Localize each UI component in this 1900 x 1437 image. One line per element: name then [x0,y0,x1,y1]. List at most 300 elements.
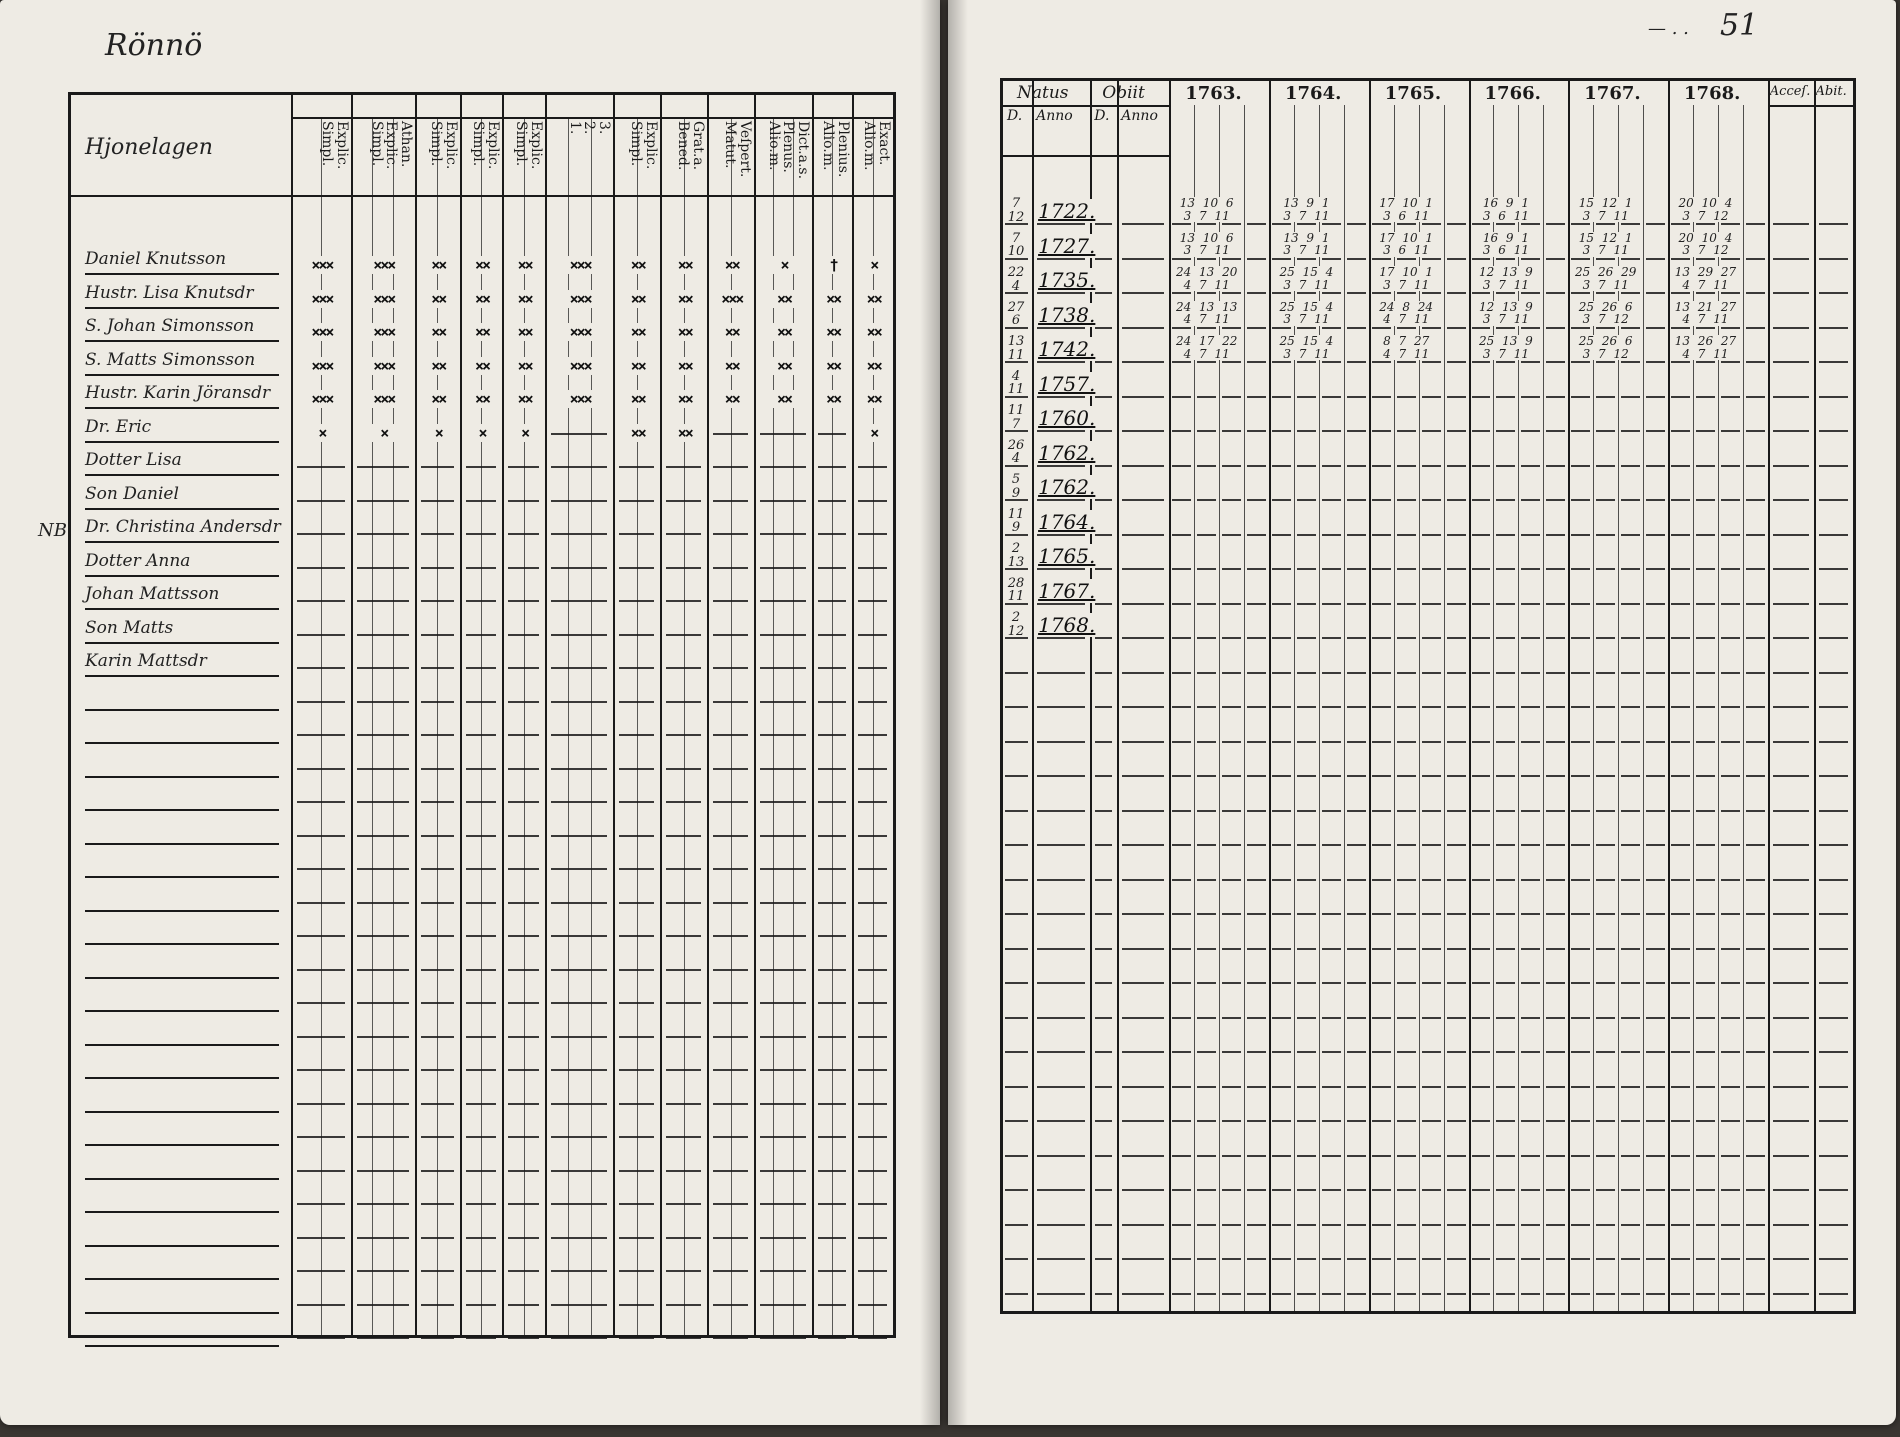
cell-dash [1472,879,1491,881]
cell-dash [1322,741,1341,743]
cell-dash [1472,1051,1491,1053]
cell-dash [760,466,806,468]
name-rule [85,1077,279,1079]
cell-dash [421,567,454,569]
birth-year: 1768. [1038,613,1096,637]
cell-dash [1095,327,1112,329]
cell-dash [1773,1224,1809,1226]
cell-dash [1422,637,1441,639]
exam-mark: ×× [856,357,891,375]
cell-dash [1447,1120,1466,1122]
cell-dash [1496,879,1515,881]
cell-dash [1621,430,1640,432]
cell-dash [1773,534,1809,536]
cell-dash [1671,1086,1690,1088]
cell-dash [1819,499,1848,501]
cell-dash [1197,603,1216,605]
cell-dash [1819,1086,1848,1088]
cell-dash [619,533,654,535]
name-rule [85,508,279,510]
year-header: 1767. [1584,83,1641,104]
cell-dash [1172,1017,1191,1019]
cell-dash [1696,327,1715,329]
cell-dash [1247,396,1266,398]
cell-dash [421,734,454,736]
cell-dash [1197,637,1216,639]
cell-dash [1297,913,1316,915]
cell-dash [508,1270,539,1272]
cell-dash [713,433,748,435]
cell-dash [1646,258,1665,260]
cell-dash [858,1304,887,1306]
cell-dash [858,533,887,535]
cell-dash [1773,603,1809,605]
cell-dash [508,533,539,535]
cell-dash [1571,637,1590,639]
cell-dash [421,1304,454,1306]
cell-dash [421,1103,454,1105]
cell-dash [1646,361,1665,363]
cell-dash [1721,741,1740,743]
cell-dash [1172,1293,1191,1295]
cell-dash [1819,1017,1848,1019]
cell-dash [1322,568,1341,570]
cell-dash [1272,1189,1291,1191]
cell-dash [357,1036,409,1038]
cell-dash [508,935,539,937]
cell-dash [1819,741,1848,743]
name-rule [85,575,279,577]
cell-dash [1297,499,1316,501]
cell-dash [1819,361,1848,363]
cell-dash [1297,396,1316,398]
header-bottom-rule [71,195,893,197]
household-member-name: Hustr. Karin Jöransdr [85,383,271,403]
cell-dash [1272,1293,1291,1295]
cell-dash [666,734,701,736]
cell-dash [1819,1120,1848,1122]
cell-dash [1721,1120,1740,1122]
cell-dash [1397,672,1416,674]
exam-mark: ×× [664,323,705,341]
cell-dash [1596,1258,1615,1260]
cell-dash [1297,706,1316,708]
cell-dash [1447,396,1466,398]
cell-dash [666,533,701,535]
cell-dash [1247,568,1266,570]
cell-dash [1746,810,1765,812]
cell-dash [1646,810,1665,812]
cell-dash [1671,396,1690,398]
cell-dash [1571,258,1590,260]
cell-dash [1621,1189,1640,1191]
cell-dash [818,1270,847,1272]
cell-dash [1521,879,1540,881]
cell-dash [1222,879,1241,881]
cell-dash [1447,258,1466,260]
cell-dash [1347,879,1366,881]
cell-dash [713,1002,748,1004]
cell-dash [1272,534,1291,536]
year-sub-divider [1244,105,1245,1311]
cell-dash [421,1002,454,1004]
cell-dash [1322,1155,1341,1157]
cell-dash [1297,775,1316,777]
cell-dash [1197,1293,1216,1295]
cell-dash [1819,844,1848,846]
cell-dash [357,466,409,468]
cell-dash [1247,499,1266,501]
cell-dash [551,1337,607,1339]
cell-dash [858,1136,887,1138]
cell-dash [818,935,847,937]
cell-dash [1596,430,1615,432]
cell-dash [1222,1189,1241,1191]
cell-dash [1696,396,1715,398]
cell-dash [508,634,539,636]
cell-dash [713,1103,748,1105]
cell-dash [1422,810,1441,812]
cell-dash [1222,1155,1241,1157]
cell-dash [357,1203,409,1205]
subject-subheader: Explic. Simpl. [319,121,350,170]
cell-dash [1005,741,1028,743]
year-header: 1766. [1484,83,1541,104]
cell-dash [1197,1017,1216,1019]
cell-dash [1372,1224,1391,1226]
cell-dash [421,1270,454,1272]
cell-dash [666,466,701,468]
cell-dash [1521,1051,1540,1053]
cell-dash [1272,913,1291,915]
cell-dash [1122,879,1164,881]
cell-dash [1746,292,1765,294]
cell-dash [1372,1017,1391,1019]
cell-dash [1773,844,1809,846]
exam-score: 17 10 1 3 6 11 [1371,197,1442,222]
column-divider [545,95,547,1335]
cell-dash [1696,499,1715,501]
cell-dash [713,466,748,468]
cell-dash [619,902,654,904]
cell-dash [1621,603,1640,605]
cell-dash [1422,396,1441,398]
cell-dash [666,1203,701,1205]
cell-dash [1773,810,1809,812]
cell-dash [1422,258,1441,260]
cell-dash [1095,292,1112,294]
cell-dash [1696,672,1715,674]
cell-dash [1422,706,1441,708]
cell-dash [297,533,345,535]
name-rule [85,709,279,711]
birth-year: 1742. [1038,337,1096,361]
exam-score: 25 26 29 3 7 11 [1570,266,1641,291]
cell-dash [1037,1189,1085,1191]
cell-dash [1546,706,1565,708]
cell-dash [1746,1293,1765,1295]
cell-dash [1472,1155,1491,1157]
cell-dash [1472,913,1491,915]
column-divider [707,95,709,1335]
cell-dash [1322,810,1341,812]
cell-dash [1172,1224,1191,1226]
cell-dash [1397,1224,1416,1226]
cell-dash [1272,430,1291,432]
cell-dash [297,1002,345,1004]
cell-dash [1671,361,1690,363]
cell-dash [508,1170,539,1172]
cell-dash [1347,361,1366,363]
cell-dash [666,1270,701,1272]
cell-dash [1521,258,1540,260]
cell-dash [1671,499,1690,501]
cell-dash [1247,361,1266,363]
cell-dash [1347,1120,1366,1122]
cell-dash [1322,706,1341,708]
cell-dash [1297,603,1316,605]
cell-dash [713,567,748,569]
cell-dash [1521,499,1540,501]
exam-mark: × [758,256,810,274]
cell-dash [1347,1017,1366,1019]
cell-dash [1773,1258,1809,1260]
cell-dash [1819,1155,1848,1157]
cell-dash [1172,1155,1191,1157]
cell-dash [858,1002,887,1004]
cell-dash [1122,223,1164,225]
cell-dash [666,969,701,971]
cell-dash [508,868,539,870]
name-rule [85,943,279,945]
cell-dash [1696,810,1715,812]
cell-dash [1397,1293,1416,1295]
cell-dash [1347,1258,1366,1260]
birth-day-month: 11 9 [1007,506,1025,536]
cell-dash [1197,706,1216,708]
cell-dash [1819,603,1848,605]
cell-dash [1272,844,1291,846]
cell-dash [1122,1120,1164,1122]
cell-dash [1671,465,1690,467]
cell-dash [760,1170,806,1172]
cell-dash [1646,672,1665,674]
cell-dash [1696,706,1715,708]
birth-day-month: 4 11 [1007,368,1025,398]
cell-dash [1671,810,1690,812]
cell-dash [1172,1120,1191,1122]
cell-dash [551,734,607,736]
cell-dash [1272,948,1291,950]
cell-dash [1721,1017,1740,1019]
cell-dash [1773,913,1809,915]
exam-mark: ××× [549,256,611,274]
cell-dash [666,1103,701,1105]
cell-dash [1546,672,1565,674]
cell-dash [1819,913,1848,915]
cell-dash [1372,465,1391,467]
cell-dash [1646,913,1665,915]
cell-dash [818,768,847,770]
cell-dash [858,634,887,636]
exam-mark: ××× [295,357,349,375]
cell-dash [1037,258,1085,260]
birth-year: 1738. [1038,302,1096,327]
cell-dash [1646,1293,1665,1295]
cell-dash [297,1270,345,1272]
subject-subheader: Explic. Simpl. [628,121,660,170]
cell-dash [666,1002,701,1004]
cell-dash [1222,534,1241,536]
cell-dash [1472,672,1491,674]
exam-mark: ×× [758,290,810,308]
cell-dash [1037,844,1085,846]
cell-dash [357,969,409,971]
cell-dash [619,1270,654,1272]
cell-dash [421,667,454,669]
cell-dash [1347,1051,1366,1053]
cell-dash [297,835,345,837]
cell-dash [818,868,847,870]
exam-mark: ××× [355,290,413,308]
exam-score: 25 13 9 3 7 11 [1471,335,1542,360]
cell-dash [1746,1189,1765,1191]
cell-dash [1037,1120,1085,1122]
cell-dash [1671,741,1690,743]
cell-dash [1546,1017,1565,1019]
cell-dash [1422,1189,1441,1191]
cell-dash [1819,879,1848,881]
cell-dash [1721,810,1740,812]
cell-dash [1272,568,1291,570]
cell-dash [713,1136,748,1138]
cell-dash [1721,672,1740,674]
cell-dash [760,1237,806,1239]
name-rule [85,541,279,543]
cell-dash [1571,775,1590,777]
column-divider [852,95,854,1335]
cell-dash [297,1136,345,1138]
cell-dash [1621,1224,1640,1226]
cell-dash [1646,1258,1665,1260]
cell-dash [1322,913,1341,915]
exam-mark: × [295,424,349,442]
cell-dash [1496,913,1515,915]
cell-dash [666,667,701,669]
cell-dash [1005,1120,1028,1122]
cell-dash [1095,1258,1112,1260]
cell-dash [1037,637,1085,639]
household-member-name: Johan Mattsson [85,584,220,604]
cell-dash [1272,982,1291,984]
name-rule [85,374,279,376]
cell-dash [1696,465,1715,467]
cell-dash [1122,465,1164,467]
name-rule [85,776,279,778]
cell-dash [713,500,748,502]
name-rule [85,675,279,677]
cell-dash [1172,1189,1191,1191]
cell-dash [1671,913,1690,915]
cell-dash [858,734,887,736]
cell-dash [1422,1051,1441,1053]
cell-dash [818,1304,847,1306]
cell-dash [1496,361,1515,363]
cell-dash [818,801,847,803]
cell-dash [1447,430,1466,432]
cell-dash [1397,223,1416,225]
cell-dash [1646,706,1665,708]
cell-dash [1596,1120,1615,1122]
cell-dash [1397,948,1416,950]
birth-year: 1764. [1038,509,1096,534]
cell-dash [1297,1293,1316,1295]
cell-dash [1621,465,1640,467]
cell-dash [1472,361,1491,363]
exam-mark: ××× [355,323,413,341]
cell-dash [1322,1051,1341,1053]
cell-dash [1297,1189,1316,1191]
cell-dash [1671,775,1690,777]
cell-dash [1447,775,1466,777]
cell-dash [1447,637,1466,639]
cell-dash [466,1170,497,1172]
cell-dash [1037,948,1085,950]
obiit-year-header: Anno [1121,108,1158,124]
cell-dash [1372,1051,1391,1053]
cell-dash [1247,741,1266,743]
cell-dash [1596,948,1615,950]
cell-dash [1773,775,1809,777]
cell-dash [858,1069,887,1071]
cell-dash [1571,913,1590,915]
cell-dash [1621,982,1640,984]
cell-dash [1746,741,1765,743]
cell-dash [1122,1051,1164,1053]
cell-dash [1496,810,1515,812]
cell-dash [466,600,497,602]
cell-dash [1095,844,1112,846]
cell-dash [1397,258,1416,260]
cell-dash [1571,1120,1590,1122]
cell-dash [1721,1293,1740,1295]
cell-dash [858,801,887,803]
cell-dash [1222,1017,1241,1019]
name-rule [85,474,279,476]
cell-dash [1696,1086,1715,1088]
cell-dash [1621,1293,1640,1295]
cell-dash [1571,982,1590,984]
cell-dash [1372,499,1391,501]
cell-dash [1571,534,1590,536]
cell-dash [666,1237,701,1239]
cell-dash [1472,1189,1491,1191]
cell-dash [1621,1120,1640,1122]
exam-score: 17 10 1 3 6 11 [1371,232,1442,257]
birth-year: 1722. [1038,199,1096,223]
cell-dash [1272,292,1291,294]
cell-dash [1671,982,1690,984]
cell-dash [508,1136,539,1138]
cell-dash [297,500,345,502]
cell-dash [1671,1017,1690,1019]
cell-dash [1546,568,1565,570]
cell-dash [551,433,607,435]
cell-dash [357,1136,409,1138]
cell-dash [1297,672,1316,674]
cell-dash [818,466,847,468]
cell-dash [1095,913,1112,915]
